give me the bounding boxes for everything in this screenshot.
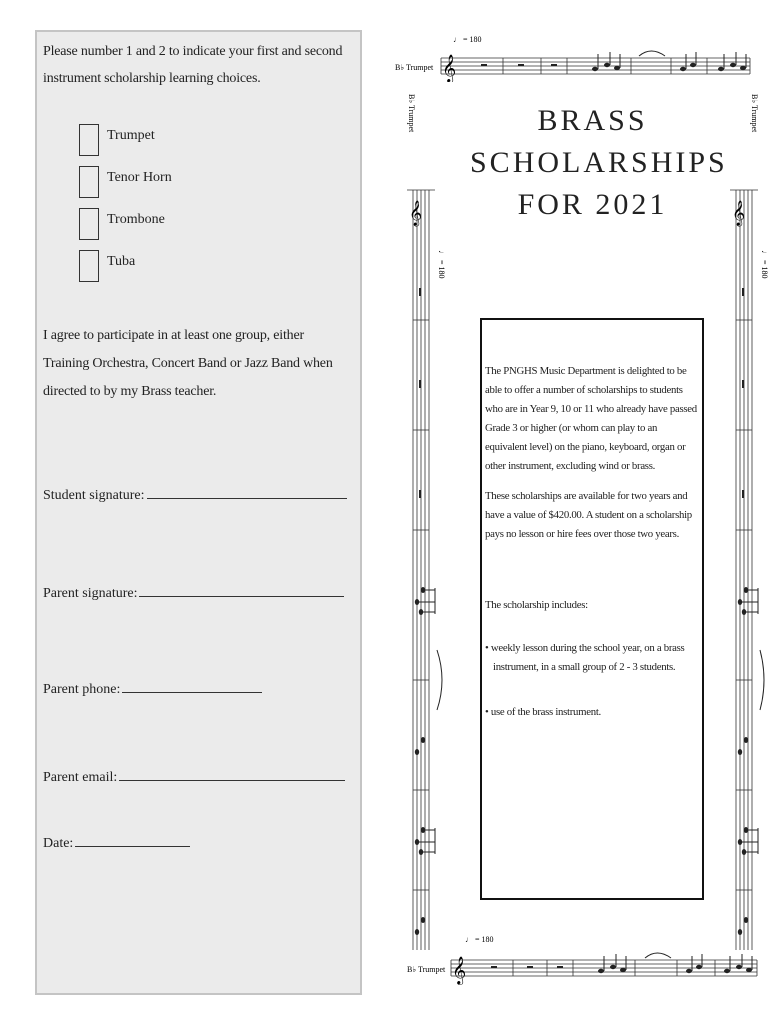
top-music-staff <box>395 30 770 82</box>
scholarship-info-box <box>480 318 704 900</box>
includes-list <box>485 639 698 722</box>
signature-blank[interactable] <box>139 582 344 597</box>
checkbox-trombone[interactable] <box>79 208 99 240</box>
instrument-label: B♭ Trumpet <box>407 965 446 974</box>
title-line: FOR 2021 <box>517 188 668 221</box>
brochure <box>395 30 770 995</box>
left-music-staff <box>395 90 453 960</box>
parent-signature-field[interactable] <box>43 582 344 602</box>
instrument-label: B♭ Trumpet <box>750 94 759 133</box>
includes-heading: The scholarship includes: <box>485 599 588 611</box>
checkbox-tenor-horn[interactable] <box>79 166 99 198</box>
choice-label: Trombone <box>107 212 165 227</box>
signature-blank[interactable] <box>147 484 347 499</box>
date-field[interactable] <box>43 832 190 852</box>
title-line: SCHOLARSHIPS <box>470 146 728 179</box>
treble-clef-icon: 𝄞 <box>452 956 467 984</box>
info-paragraph-2: These scholarships are available for two years and have a value of $420.00. A student on a scholarship pays no lesson or hire fees over those two years. <box>485 490 692 540</box>
list-item: • weekly lesson during the school year, on a brass instrument, in a small group of 2 - 3 students. <box>485 642 685 673</box>
list-item: • use of the brass instrument. <box>485 706 601 718</box>
tempo-marking: ♩ = 180 <box>453 35 482 44</box>
checkbox-trumpet[interactable] <box>79 124 99 156</box>
treble-clef-icon: 𝄞 <box>409 201 423 226</box>
bottom-music-staff <box>395 930 770 990</box>
instrument-label: B♭ Trumpet <box>407 94 416 133</box>
tempo-marking: ♩ = 180 <box>760 250 769 279</box>
parent-phone-field[interactable] <box>43 678 262 698</box>
form-intro: Please number 1 and 2 to indicate your first and second instrument scholarship learning choices. <box>43 44 343 86</box>
parent-email-field[interactable] <box>43 766 345 786</box>
right-music-staff <box>712 90 770 960</box>
phone-blank[interactable] <box>122 678 262 693</box>
student-signature-field[interactable] <box>43 484 347 504</box>
field-label: Parent email: <box>43 770 118 785</box>
treble-clef-icon: 𝄞 <box>732 201 746 226</box>
choice-label: Tuba <box>107 254 136 269</box>
email-blank[interactable] <box>119 766 345 781</box>
brochure-title <box>470 100 728 226</box>
choice-label: Tenor Horn <box>107 170 172 185</box>
info-paragraph-1: The PNGHS Music Department is delighted to be able to offer a number of scholarships to students who are in Year 9, 10 or 11 who already have passed Grade 3 or higher (or whom can play to an equivalent level) on the piano, keyboard, organ or other instrument, excluding wind or brass. <box>485 365 697 472</box>
field-label: Student signature: <box>43 488 145 503</box>
application-form <box>35 30 362 995</box>
field-label: Date: <box>43 836 74 851</box>
tempo-marking: ♩ = 180 <box>437 250 446 279</box>
field-label: Parent signature: <box>43 586 138 601</box>
field-label: Parent phone: <box>43 682 121 697</box>
treble-clef-icon: 𝄞 <box>442 54 457 82</box>
instrument-label: B♭ Trumpet <box>395 63 434 72</box>
date-blank[interactable] <box>75 832 190 847</box>
tempo-marking: ♩ = 180 <box>465 935 494 944</box>
choice-label: Trumpet <box>107 128 155 143</box>
agreement-text: I agree to participate in at least one group, either Training Orchestra, Concert Band or Jazz Band when directed to by my Brass teacher. <box>43 328 333 399</box>
title-line: BRASS <box>537 104 648 137</box>
checkbox-tuba[interactable] <box>79 250 99 282</box>
